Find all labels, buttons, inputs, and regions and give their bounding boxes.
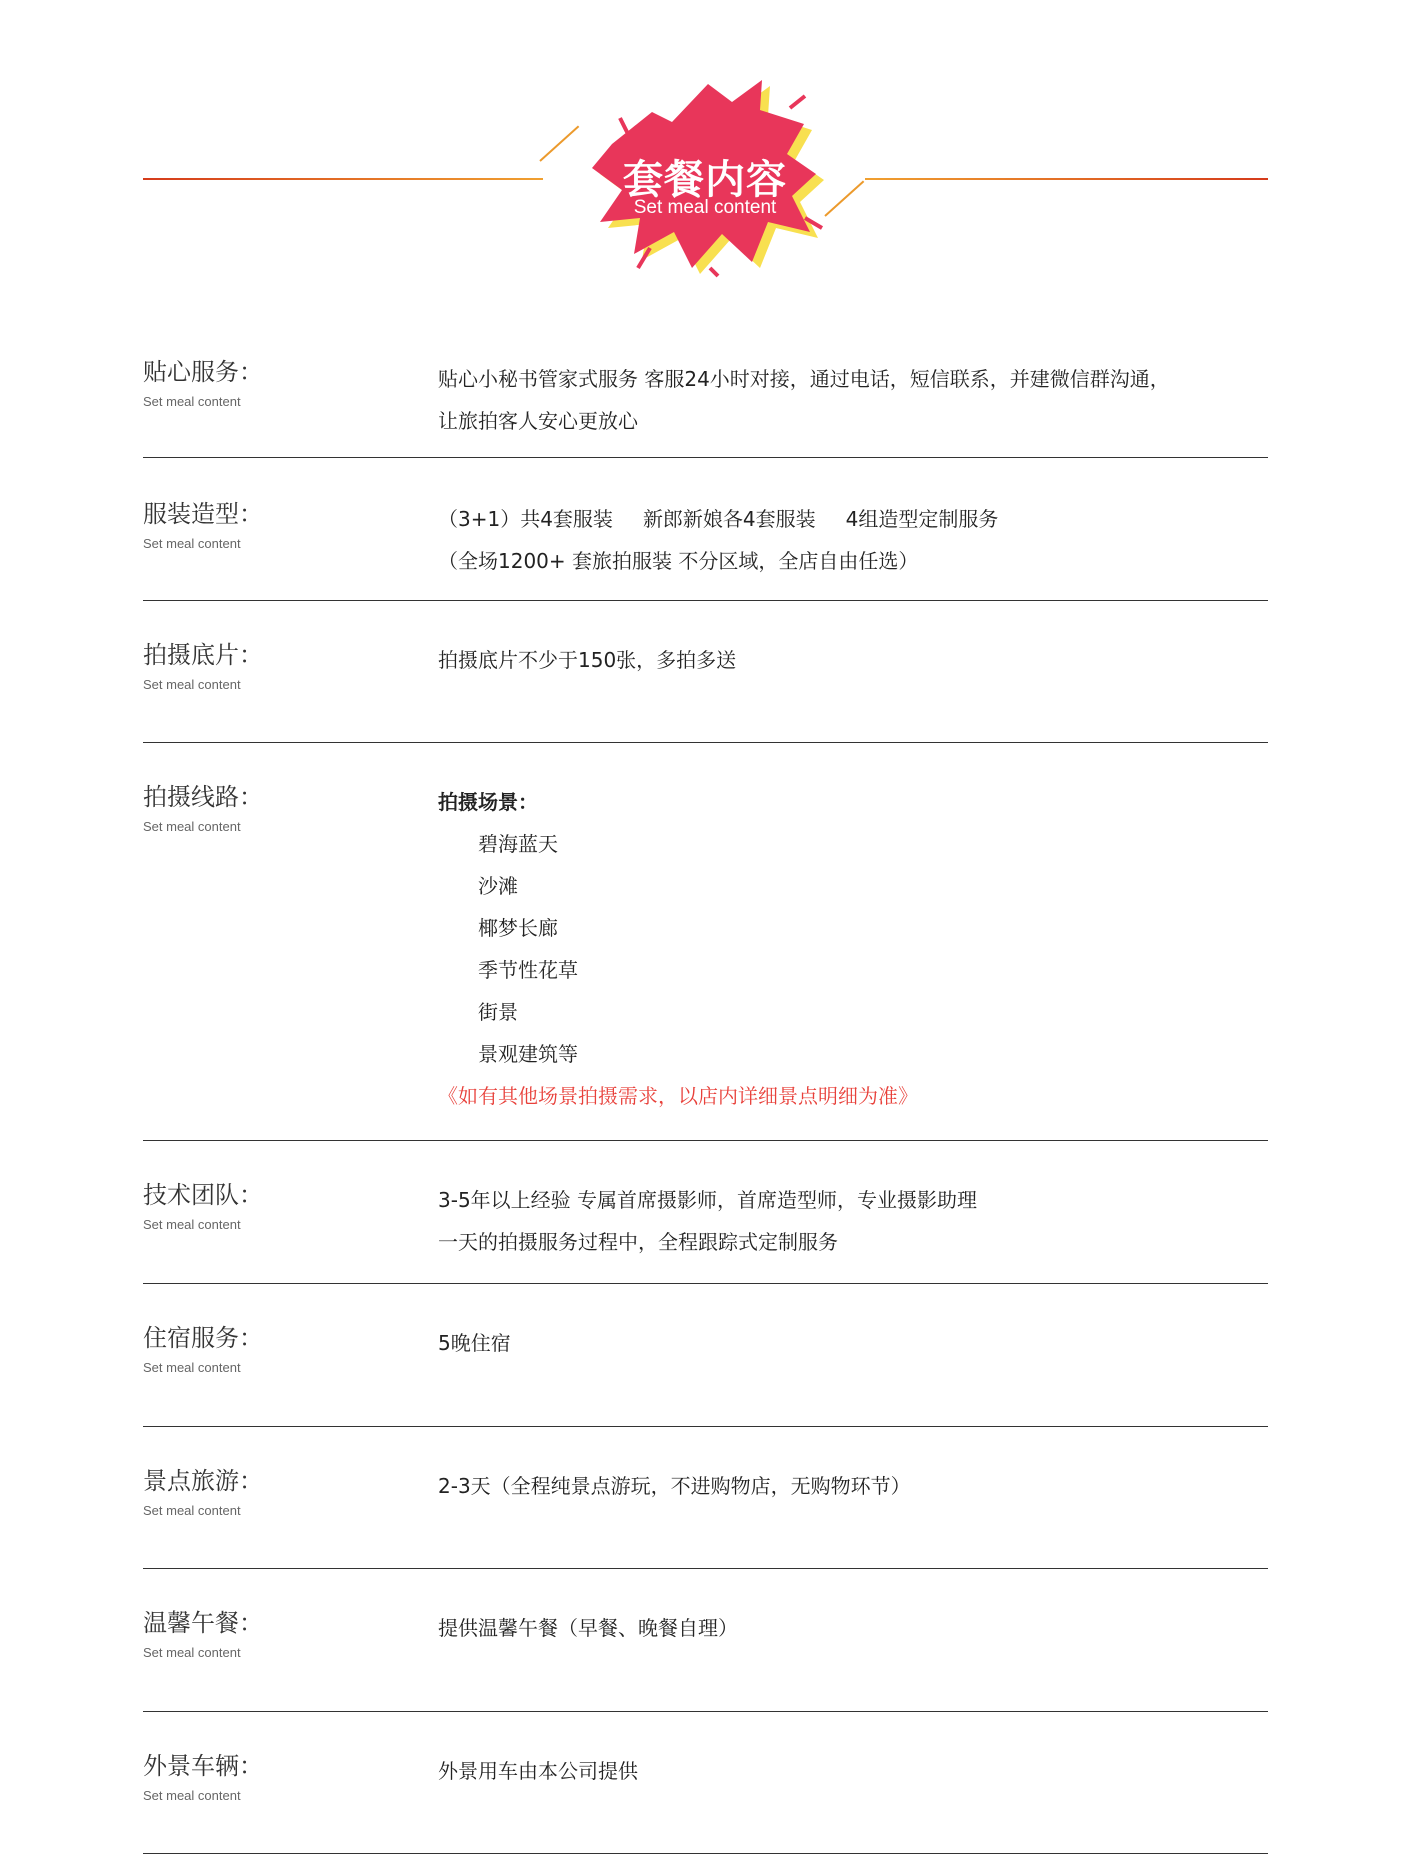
row-label (143, 781, 263, 834)
content-line: 5晚住宿 (438, 1331, 511, 1355)
content-line: 提供温馨午餐（早餐、晚餐自理） (438, 1616, 738, 1640)
badge-subtitle: Set meal content (633, 197, 777, 218)
row-content (438, 1750, 638, 1792)
header-line-left-diagonal (539, 125, 579, 161)
row-label (143, 1750, 263, 1803)
scene-item: 沙滩 (478, 874, 518, 898)
costume-styling: 4组造型定制服务 (845, 507, 999, 531)
label-en: Set meal content (143, 677, 241, 692)
label-en: Set meal content (143, 394, 241, 409)
scene-heading: 拍摄场景： (438, 790, 538, 814)
label-en: Set meal content (143, 1503, 241, 1518)
label-cn: 拍摄线路： (143, 783, 263, 811)
row-tour (143, 1427, 1268, 1569)
content-line: 拍摄底片不少于150张，多拍多送 (438, 648, 737, 672)
label-cn: 景点旅游： (143, 1467, 263, 1495)
label-en: Set meal content (143, 1360, 241, 1375)
row-content (438, 1607, 738, 1649)
scene-item: 季节性花草 (478, 958, 578, 982)
content-line: 一天的拍摄服务过程中，全程跟踪式定制服务 (438, 1230, 838, 1254)
costume-couple: 新郎新娘各4套服装 (642, 507, 816, 531)
row-photos (143, 601, 1268, 743)
label-cn: 温馨午餐： (143, 1609, 263, 1637)
row-team (143, 1141, 1268, 1284)
scene-item: 街景 (478, 1000, 518, 1024)
row-content (438, 1179, 977, 1263)
row-content (438, 358, 1170, 442)
row-route (143, 743, 1268, 1141)
content-line: （全场1200+ 套旅拍服装 不分区域，全店自由任选） (438, 549, 919, 573)
costume-count: （3+1）共4套服装 (438, 507, 613, 531)
scene-item: 椰梦长廊 (478, 916, 558, 940)
row-costume (143, 458, 1268, 601)
label-cn: 住宿服务： (143, 1324, 263, 1352)
scene-note: 《如有其他场景拍摄需求，以店内详细景点明细为准》 (438, 1084, 918, 1108)
scene-item: 景观建筑等 (478, 1042, 578, 1066)
label-en: Set meal content (143, 819, 241, 834)
row-content (438, 498, 998, 582)
row-service (143, 338, 1268, 458)
row-label (143, 1179, 263, 1232)
row-content (438, 781, 918, 1117)
row-content (438, 1465, 911, 1507)
row-label (143, 639, 263, 692)
row-lunch (143, 1569, 1268, 1712)
content-line: 让旅拍客人安心更放心 (438, 409, 638, 433)
content-line: 外景用车由本公司提供 (438, 1759, 638, 1783)
label-en: Set meal content (143, 1788, 241, 1803)
row-label (143, 498, 263, 551)
row-content (438, 1322, 511, 1364)
label-en: Set meal content (143, 536, 241, 551)
content-line (438, 498, 998, 540)
row-vehicle (143, 1712, 1268, 1854)
row-label (143, 356, 263, 409)
label-cn: 技术团队： (143, 1181, 263, 1209)
section-badge (590, 78, 830, 278)
row-label (143, 1607, 263, 1660)
package-list (143, 338, 1268, 1854)
row-label (143, 1465, 263, 1518)
scene-item: 碧海蓝天 (478, 832, 558, 856)
label-en: Set meal content (143, 1645, 241, 1660)
content-line: 贴心小秘书管家式服务 客服24小时对接，通过电话，短信联系，并建微信群沟通， (438, 367, 1170, 391)
label-cn: 拍摄底片： (143, 641, 263, 669)
row-content (438, 639, 736, 681)
label-cn: 贴心服务： (143, 358, 263, 386)
label-en: Set meal content (143, 1217, 241, 1232)
label-cn: 外景车辆： (143, 1752, 263, 1780)
header-line-left (143, 178, 543, 180)
row-lodging (143, 1284, 1268, 1427)
header-line-right (865, 178, 1268, 180)
label-cn: 服装造型： (143, 500, 263, 528)
header-line-right-diagonal (824, 180, 864, 216)
row-label (143, 1322, 263, 1375)
badge-title: 套餐内容 (623, 157, 787, 203)
content-line: 2-3天（全程纯景点游玩，不进购物店，无购物环节） (438, 1474, 911, 1498)
content-line: 3-5年以上经验 专属首席摄影师，首席造型师，专业摄影助理 (438, 1188, 978, 1212)
